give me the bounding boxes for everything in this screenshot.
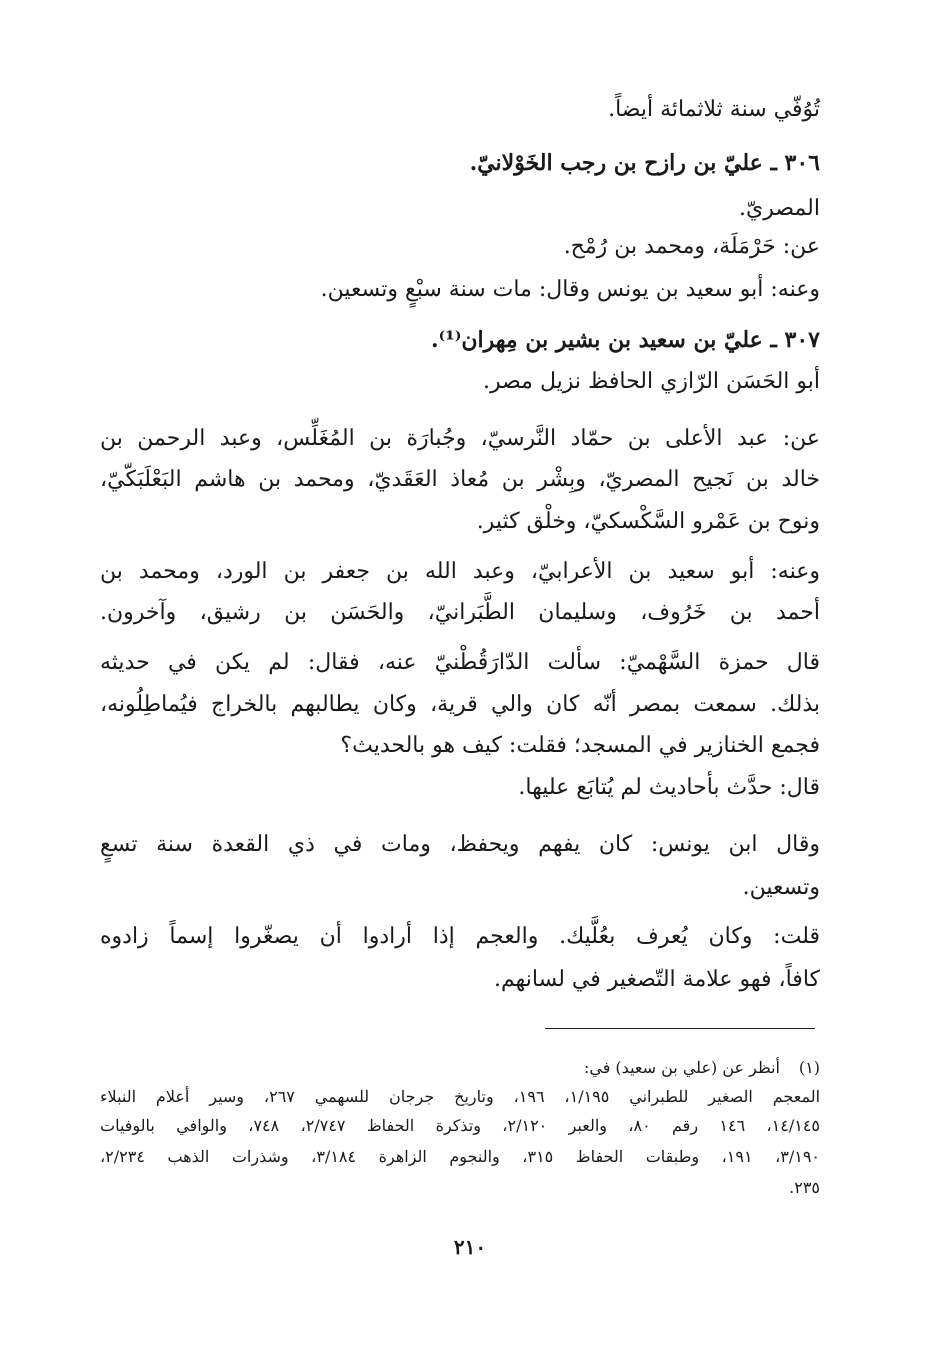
footnote-line: المعجم الصغير للطبراني ١/١٩٥، ١٩٦، وتاريخ جرجان للسهمي ٢٦٧، وسير أعلام النبلاء bbox=[100, 1087, 821, 1106]
text-line: فجمع الخنازير في المسجد؛ فقلت: كيف هو بالحديث؟ bbox=[340, 733, 820, 758]
text-line: عن: حَرْمَلَة، ومحمد بن رُمْح. bbox=[563, 234, 820, 259]
text-line: تُوُفّي سنة ثلاثمائة أيضاً. bbox=[608, 97, 820, 122]
text-line: المصريّ. bbox=[739, 196, 820, 221]
text-line: أبو الحَسَن الرّازي الحافظ نزيل مصر. bbox=[482, 369, 820, 394]
text-line: وقال ابن يونس: كان يفهم ويحفظ، ومات في ذي القعدة سنة تسعٍ bbox=[100, 832, 820, 857]
text-line: خالد بن نَجيح المصريّ، وبِشْر بن مُعاذ العَقَديّ، ومحمد بن هاشم البَعْلَبَكّيّ، bbox=[100, 467, 820, 492]
text-line: ونوح بن عَمْرو السَّكْسكيّ، وخلْق كثير. bbox=[476, 509, 820, 534]
footnote-line: ٢٣٥. bbox=[789, 1178, 820, 1197]
footnote-line: أنظر عن (علي بن سعيد) في: bbox=[583, 1058, 780, 1077]
footnote-line: ١٤/١٤٥، ١٤٦ رقم ٨٠، والعبر ٢/١٢٠، وتذكرة الحفاظ ٢/٧٤٧، ٧٤٨، والوافي بالوفيات bbox=[100, 1116, 821, 1135]
text-line: أحمد بن خَرُوف، وسليمان الطَّبَرانيّ، والحَسَن بن رشيق، وآخرون. bbox=[100, 600, 820, 625]
footnote-number: (١) bbox=[798, 1058, 820, 1077]
text-line: وتسعين. bbox=[742, 875, 820, 900]
text-line: قلت: وكان يُعرف بعُلَّيك. والعجم إذا أرادوا أن يصغّروا إسماً زادوه bbox=[100, 924, 820, 949]
footnote-line: ٣/١٩٠، ١٩١، وطبقات الحفاظ ٣١٥، والنجوم الزاهرة ٣/١٨٤، وشذرات الذهب ٢/٢٣٤، bbox=[100, 1147, 820, 1166]
text-line: كافاً، فهو علامة التّصغير في لسانهم. bbox=[493, 967, 820, 992]
text-line: عن: عبد الأعلى بن حمّاد النَّرسيّ، وجُبارَة بن المُغَلِّس، وعبد الرحمن بن bbox=[100, 426, 820, 451]
entry-heading-307: ٣٠٧ ـ عليّ بن سعيد بن بشير بن مِهران⁽¹⁾. bbox=[430, 327, 820, 353]
text-line: قال حمزة السَّهْميّ: سألت الدّارَقُطْنيّ عنه، فقال: لم يكن في حديثه bbox=[100, 650, 820, 675]
text-line: بذلك. سمعت بمصر أنّه كان والي قرية، وكان يطالبهم بالخراج فيُماطِلُونه، bbox=[100, 692, 820, 717]
text-line: وعنه: أبو سعيد بن يونس وقال: مات سنة سبْعٍ وتسعين. bbox=[320, 277, 820, 302]
text-line: وعنه: أبو سعيد بن الأعرابيّ، وعبد الله بن جعفر بن الورد، ومحمد بن bbox=[100, 559, 820, 584]
page-number: ٢١٠ bbox=[453, 1235, 487, 1259]
entry-heading-306: ٣٠٦ ـ عليّ بن رازح بن رجب الخَوْلانيّ. bbox=[469, 150, 820, 176]
footnote-divider bbox=[545, 1028, 815, 1029]
text-line: قال: حدَّث بأحاديث لم يُتابَع عليها. bbox=[518, 775, 820, 800]
